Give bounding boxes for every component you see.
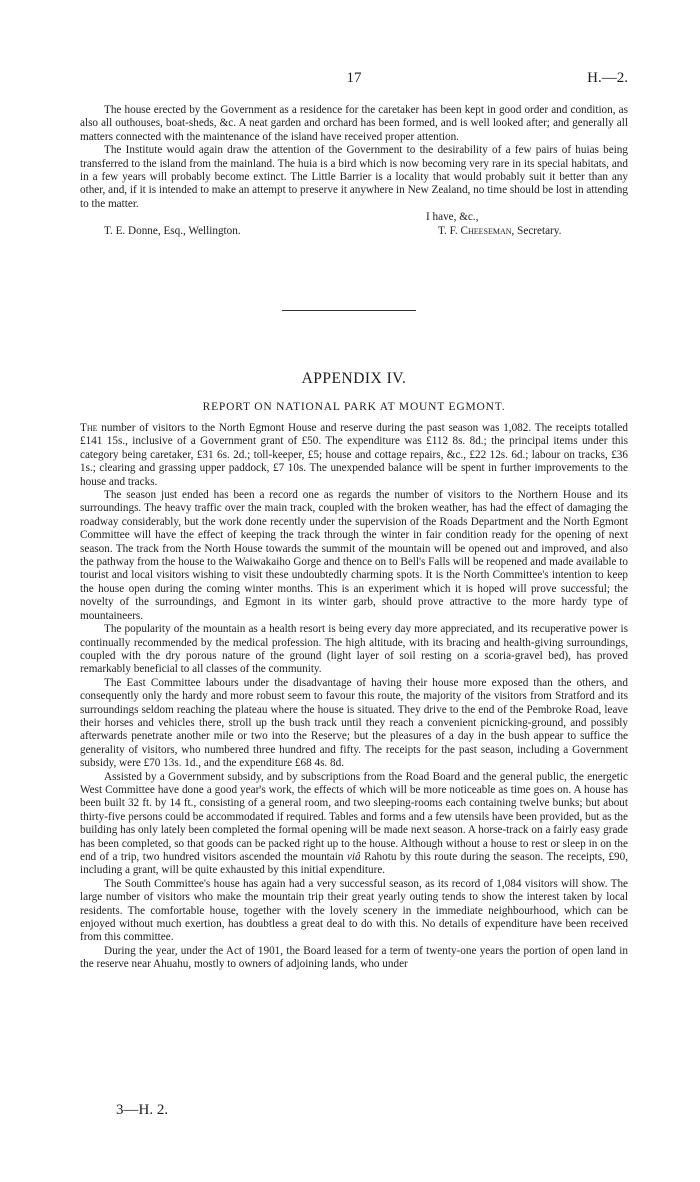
intro-letter bbox=[80, 104, 628, 238]
signature-mark: 3—H. 2. bbox=[116, 1102, 169, 1118]
report-title: REPORT ON NATIONAL PARK AT MOUNT EGMONT. bbox=[202, 401, 506, 413]
report-paragraph-2: The season just ended has been a record one as regards the number of visitors to the Northern House and its surroundings. The heavy traffic over the main track, coupled with the broken weather, has had the effect of damaging the roadway considerably, but the work done recently under the supervision of the Roads Department and the North Egmont Committee will have the effect of keeping the track through the winter in fair condition ready for the opening of next season. The track from the North House towards the summit of the mountain will be opened out and improved, and also the pathway from the house to the Waiwakaiho Gorge and thence on to Bell's Falls will be reopened and made available to tourist and local visitors wishing to visit these undoubtedly charming spots. It is the North Committee's intention to keep the house open during the coming winter months. This is an experiment which it is hoped will prove successful; the novelty of the surroundings, and Egmont in its winter garb, should prove attractive to the more hardy type of mountaineers. bbox=[80, 489, 628, 622]
letter-closing-line bbox=[80, 211, 628, 224]
letter-closing: I have, &c., bbox=[426, 211, 479, 224]
report-paragraph-7: During the year, under the Act of 1901, the Board leased for a term of twenty-one years the portion of open land in the reserve near Ahuahu, mostly to owners of adjoining lands, who under bbox=[80, 944, 628, 971]
letter-signature-line bbox=[80, 225, 628, 238]
report-paragraph-6: The South Committee's house has again had a very successful season, as its record of 1,084 visitors will show. The large number of visitors who make the mountain trip their great yearly outing tends to show the interest taken by local residents. The comfortable house, together with the lovely scenery in the immediate neighbourhood, which can be enjoyed without much exertion, has doubtless a great deal to do with this. No details of expenditure have been received from this committee. bbox=[80, 877, 628, 944]
west-text-after: Rahotu by this route during the season. The receipts, £90, including a grant, will be quite exhausted by this initial expenditure. bbox=[80, 851, 628, 877]
intro-paragraph-1: The house erected by the Government as a residence for the caretaker has been kept in good order and condition, as also all outhouses, boat-sheds, &c. A neat garden and orchard has been formed, and is well looked after; and generally all matters connected with the maintenance of the island have received proper attention. bbox=[80, 104, 628, 143]
report-paragraph-1-text: number of visitors to the North Egmont House and reserve during the past season was 1,082. The receipts totalled £141 15s., inclusive of a Government grant of £50. The expenditure was £112 8s. 8d.; the principal items under this category being caretaker, £31 6s. 2d.; toll-keeper, £5; house and cottage repairs, &c., £22 12s. 6d.; labour on tracks, £36 1s.; clearing and grassing upper paddock, £7 10s. The unexpended balance will be spent in further improvements to the house and tracks. bbox=[80, 422, 628, 488]
appendix-title: APPENDIX IV. bbox=[301, 370, 407, 387]
letter-signatory bbox=[438, 225, 561, 238]
document-reference: H.—2. bbox=[587, 70, 628, 86]
west-text-before: Assisted by a Government subsidy, and by subscriptions from the Road Board and the general public, the energetic West Committee have done a good year's work, the effects of which will be more noticeable as time goes on. A house has been built 32 ft. by 14 ft., consisting of a general room, and two sleeping-rooms each containing twelve bunks; but about thirty-five persons could be accommodated if required. Tables and forms and a few utensils have been provided, but as the building has only lately been completed the formal opening will be made next season. A horse-track on a fairly easy grade has been completed, so that goods can be packed right up to the house. Although without a house to rest or sleep in on the end of a trip, two hundred visitors ascended the mountain bbox=[80, 770, 628, 863]
page-header bbox=[80, 70, 628, 88]
page-number: 17 bbox=[346, 70, 362, 86]
report-paragraph-1 bbox=[80, 422, 628, 489]
signatory-title: , Secretary. bbox=[511, 224, 562, 237]
report-first-word: The bbox=[80, 422, 98, 434]
signatory-initials: T. F. bbox=[438, 224, 458, 237]
report-paragraph-5 bbox=[80, 771, 628, 878]
letter-addressee: T. E. Donne, Esq., Wellington. bbox=[104, 224, 241, 237]
report-body bbox=[80, 422, 628, 972]
report-paragraph-3: The popularity of the mountain as a health resort is being every day more appreciated, and its recuperative power is continually recommended by the medical profession. The high altitude, with its bracing and health-giving surroundings, coupled with the dry porous nature of the ground (light layer of soil resting on a scoria-gravel bed), has proved remarkably beneficial to all classes of the community. bbox=[80, 623, 628, 676]
intro-paragraph-2: The Institute would again draw the attention of the Government to the desirability of a few pairs of huias being transferred to the island from the mainland. The huia is a bird which is now becoming very rare in its special habitats, and in a few years will probably become extinct. The Little Barrier is a locality that would probably suit it better than any other, and, if it is intended to make an attempt to preserve it anywhere in New Zealand, no time should be lost in attending to the matter. bbox=[80, 144, 628, 210]
signatory-name: Cheeseman bbox=[460, 224, 512, 237]
west-via: viâ bbox=[346, 851, 361, 863]
report-paragraph-4: The East Committee labours under the disadvantage of having their house more exposed than the others, and consequently only the hardy and more robust seem to favour this route, the majority of the visitors from Stratford and its surroundings seldom reaching the plateau where the house is situated. They drive to the end of the Pembroke Road, leave their horses and vehicles there, stroll up the bush track until they reach a convenient picnicking-ground, and possibly afterwards penetrate another mile or two into the Reserve; but the pleasures of a day in the bush appear to suffice the generality of visitors, who numbered three hundred and fifty. The receipts for the past season, including a Government subsidy, were £70 13s. 1d., and the expenditure £68 4s. 8d. bbox=[80, 676, 628, 770]
section-divider bbox=[282, 310, 416, 311]
